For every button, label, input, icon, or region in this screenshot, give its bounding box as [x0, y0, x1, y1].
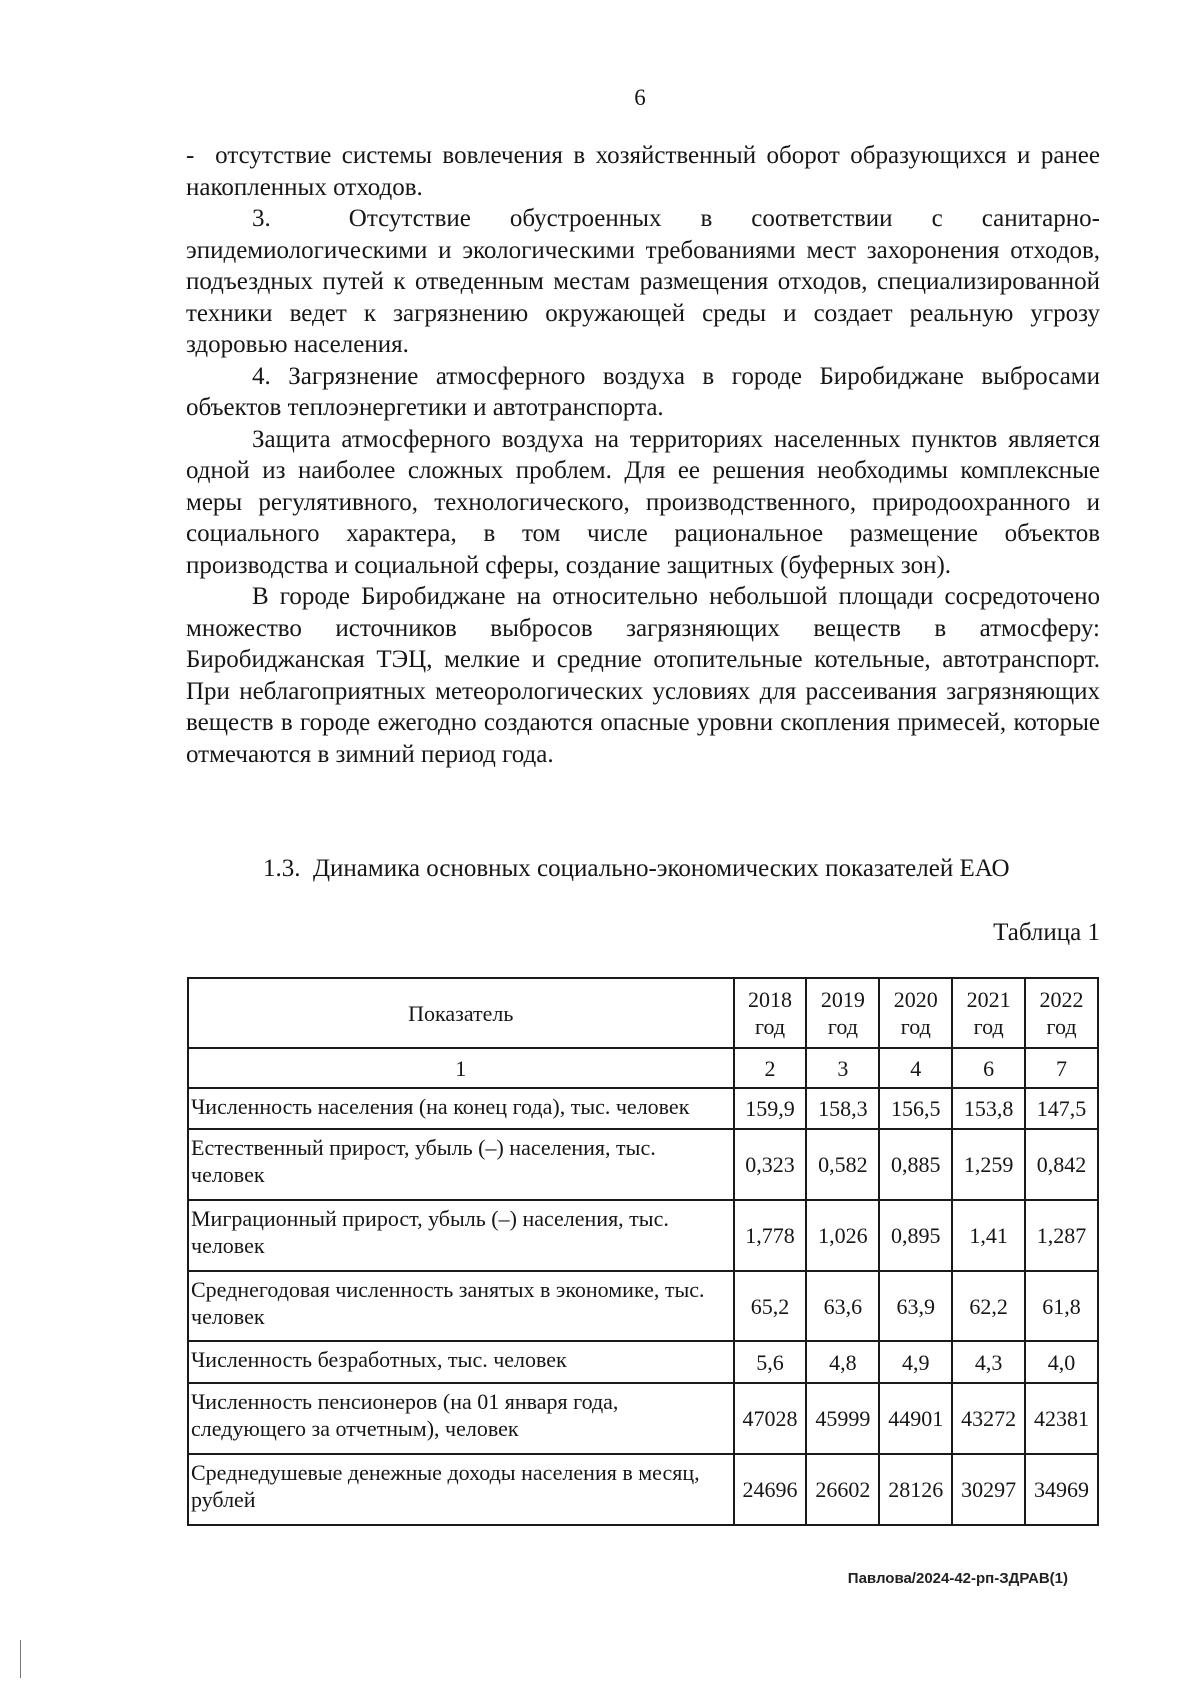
cell-value: 156,5 [879, 1088, 952, 1129]
cell-value: 1,026 [806, 1200, 879, 1271]
cell-value: 47028 [734, 1383, 807, 1454]
body-text [186, 140, 1100, 770]
cell-value: 0,323 [734, 1129, 807, 1200]
cell-value: 26602 [806, 1454, 879, 1525]
row-label: Миграционный прирост, убыль (–) населения, тыс. человек [188, 1200, 734, 1271]
cell-value: 147,5 [1025, 1088, 1098, 1129]
cell-value: 0,842 [1025, 1129, 1098, 1200]
cell-value: 1,778 [734, 1200, 807, 1271]
table-row [188, 1383, 1098, 1454]
paragraph: - отсутствие системы вовлечения в хозяйственный оборот образующихся и ранее накопленных отходов. [186, 142, 1100, 201]
cell-value: 4,9 [879, 1341, 952, 1383]
table-row [188, 1129, 1098, 1200]
table-row [188, 1454, 1098, 1525]
table-row [188, 1271, 1098, 1341]
section-heading: 1.3. Динамика основных социально-экономических показателей ЕАО [263, 855, 1010, 882]
cell-value: 159,9 [734, 1088, 807, 1129]
column-index: 4 [879, 1048, 952, 1088]
indicators-table [187, 977, 1099, 1526]
table-row [188, 1341, 1098, 1383]
cell-value: 158,3 [806, 1088, 879, 1129]
cell-value: 63,9 [879, 1271, 952, 1341]
column-index: 3 [806, 1048, 879, 1088]
cell-value: 30297 [952, 1454, 1025, 1525]
column-header-year: 2020 год [879, 978, 952, 1048]
cell-value: 45999 [806, 1383, 879, 1454]
cell-value: 0,582 [806, 1129, 879, 1200]
cell-value: 63,6 [806, 1271, 879, 1341]
cell-value: 0,895 [879, 1200, 952, 1271]
cell-value: 24696 [734, 1454, 807, 1525]
cell-value: 44901 [879, 1383, 952, 1454]
cell-value: 4,8 [806, 1341, 879, 1383]
cell-value: 34969 [1025, 1454, 1098, 1525]
column-header-year: 2018 год [734, 978, 807, 1048]
row-label: Численность населения (на конец года), тыс. человек [188, 1088, 734, 1129]
document-code: Павлова/2024-42-рп-ЗДРАВ(1) [847, 1570, 1068, 1587]
row-label: Численность безработных, тыс. человек [188, 1341, 734, 1383]
cell-value: 1,41 [952, 1200, 1025, 1271]
cell-value: 43272 [952, 1383, 1025, 1454]
table-caption: Таблица 1 [993, 919, 1100, 946]
row-label: Численность пенсионеров (на 01 января года, следующего за отчетным), человек [188, 1383, 734, 1454]
cell-value: 4,0 [1025, 1341, 1098, 1383]
column-index: 6 [952, 1048, 1025, 1088]
row-label: Естественный прирост, убыль (–) населения, тыс. человек [188, 1129, 734, 1200]
column-index: 1 [188, 1048, 734, 1088]
scan-artifact [20, 1640, 21, 1678]
table-row [188, 1200, 1098, 1271]
column-header-indicator: Показатель [188, 978, 734, 1048]
column-index-row [188, 1048, 1098, 1088]
table-row [188, 1088, 1098, 1129]
cell-value: 1,287 [1025, 1200, 1098, 1271]
cell-value: 5,6 [734, 1341, 807, 1383]
paragraph: 3. Отсутствие обустроенных в соответствии с санитарно-эпидемиологическими и экологическими требованиями мест захоронения отходов, подъездных путей к отведенным местам размещения отходов, специализированной техники ведет к загрязнению окружающей среды и создает реальную угрозу здоровью населения. [186, 205, 1100, 358]
paragraph: 4. Загрязнение атмосферного воздуха в городе Биробиджане выбросами объектов теплоэнергетики и автотранспорта. [186, 362, 1100, 421]
page-number: 6 [634, 85, 646, 110]
cell-value: 61,8 [1025, 1271, 1098, 1341]
cell-value: 42381 [1025, 1383, 1098, 1454]
cell-value: 153,8 [952, 1088, 1025, 1129]
column-header-year: 2019 год [806, 978, 879, 1048]
column-header-year: 2021 год [952, 978, 1025, 1048]
cell-value: 1,259 [952, 1129, 1025, 1200]
row-label: Среднегодовая численность занятых в экономике, тыс. человек [188, 1271, 734, 1341]
row-label: Среднедушевые денежные доходы населения в месяц, рублей [188, 1454, 734, 1525]
cell-value: 65,2 [734, 1271, 807, 1341]
paragraph: Защита атмосферного воздуха на территориях населенных пунктов является одной из наиболее сложных проблем. Для ее решения необходимы комплексные меры регулятивного, технологического, производственного, природоохранного и социального характера, в том числе рациональное размещение объектов производства и социальной сферы, создание защитных (буферных зон). [186, 425, 1100, 579]
column-index: 7 [1025, 1048, 1098, 1088]
cell-value: 62,2 [952, 1271, 1025, 1341]
cell-value: 0,885 [879, 1129, 952, 1200]
table-header-row [188, 978, 1098, 1048]
cell-value: 28126 [879, 1454, 952, 1525]
column-index: 2 [734, 1048, 807, 1088]
paragraph: В городе Биробиджане на относительно небольшой площади сосредоточено множество источников выбросов загрязняющих веществ в атмосферу: Биробиджанская ТЭЦ, мелкие и средние отопительные котельные, автотранспорт. При неблагоприятных метеорологических условиях для рассеивания загрязняющих веществ в городе ежегодно создаются опасные уровни скопления примесей, которые отмечаются в зимний период года. [186, 583, 1100, 768]
cell-value: 4,3 [952, 1341, 1025, 1383]
column-header-year: 2022 год [1025, 978, 1098, 1048]
